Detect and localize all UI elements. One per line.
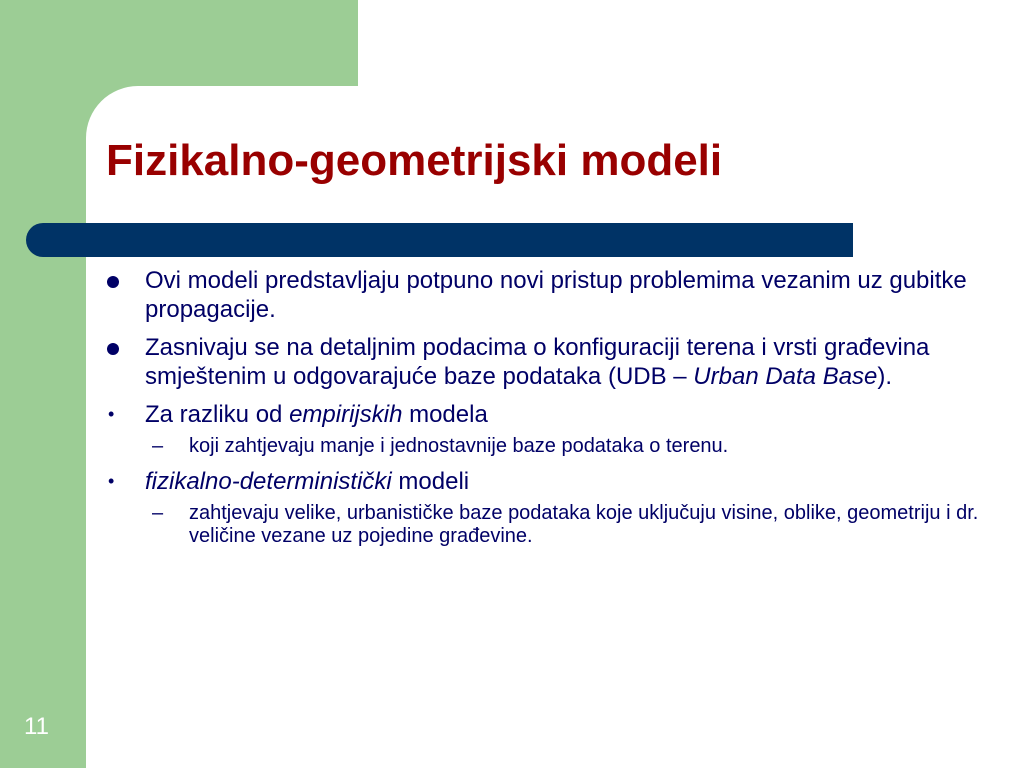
bullet-text: Zasnivaju se na detaljnim podacima o konfiguraciji terena i vrsti građevina smještenim u odgovarajuće baze podataka (UDB – — [145, 334, 930, 390]
bullet-text-italic: empirijskih — [289, 401, 403, 428]
title-divider-bar — [26, 223, 853, 257]
bullet-text-italic: Urban Data Base — [693, 363, 878, 390]
dot-bullet-icon: • — [108, 471, 115, 491]
bullet-item — [100, 467, 980, 496]
bullet-text: modeli — [391, 468, 470, 495]
slide-body — [100, 266, 980, 548]
bullet-text: ). — [877, 363, 893, 390]
bullet-text: modela — [402, 401, 488, 428]
sub-bullet-text: zahtjevaju velike, urbanističke baze podataka koje uključuju visine, oblike, geometriju i dr. veličine vezane uz pojedine građevine. — [189, 502, 979, 547]
dash-bullet-icon: – — [152, 502, 164, 524]
slide-page-number: 11 — [24, 713, 49, 740]
bullet-item — [100, 333, 980, 391]
bullet-item — [100, 400, 980, 429]
bullet-text-italic: fizikalno-deterministički — [145, 468, 392, 495]
slide-title: Fizikalno-geometrijski modeli — [106, 136, 723, 185]
sub-bullet-text: koji zahtjevaju manje i jednostavnije baze podataka o terenu. — [189, 435, 729, 457]
bullet-text: Za razliku od — [145, 401, 290, 428]
sub-bullet-item — [100, 502, 980, 548]
sub-bullet-item — [100, 435, 980, 458]
dash-bullet-icon: – — [152, 435, 164, 457]
dot-bullet-icon: • — [108, 404, 115, 424]
bullet-text: Ovi modeli predstavljaju potpuno novi pristup problemima vezanim uz gubitke propagacije. — [145, 267, 967, 323]
background-top-strip — [358, 0, 1024, 86]
bullet-item — [100, 266, 980, 324]
